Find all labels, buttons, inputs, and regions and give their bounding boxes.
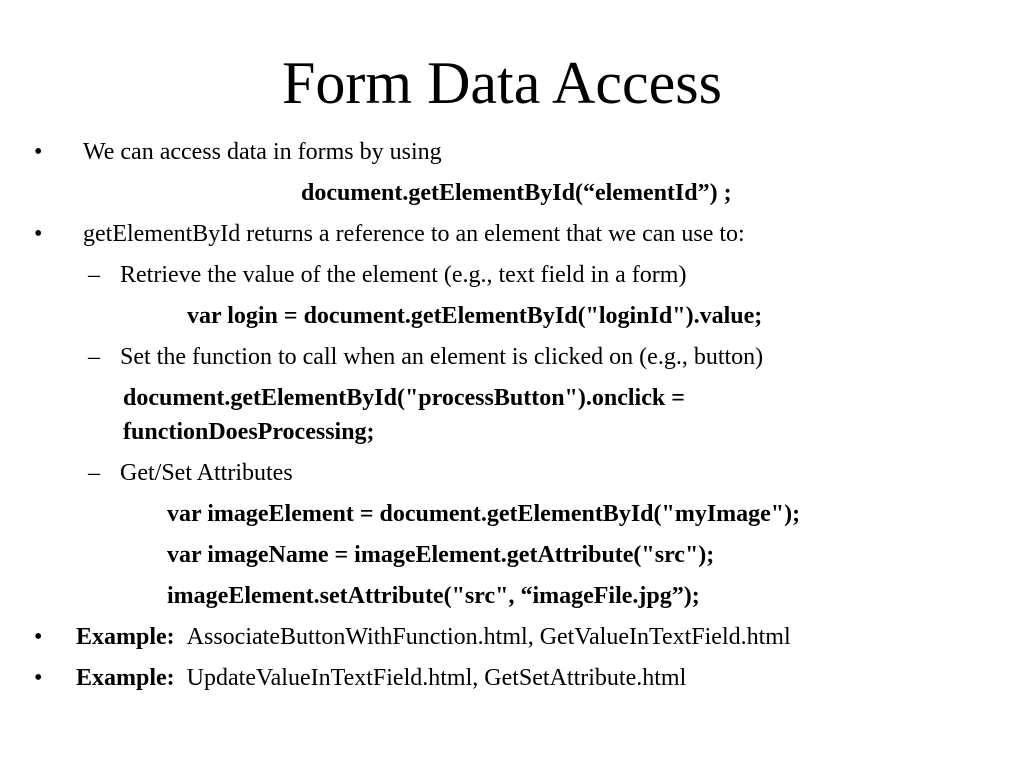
example-label: Example: (76, 665, 175, 691)
bullet-mark: • (34, 665, 43, 691)
bullet-2-text: getElementById returns a reference to an element that we can use to: (83, 221, 745, 247)
dash-mark: – (88, 344, 100, 370)
sub-item-3-code-1: var imageElement = document.getElementById("myImage"); (167, 501, 801, 527)
sub-item-2-code-line-1: document.getElementById("processButton").onclick = (123, 385, 685, 411)
bullet-mark: • (34, 221, 43, 247)
sub-item-3-code-2: var imageName = imageElement.getAttribute("src"); (167, 542, 715, 568)
bullet-1-code: document.getElementById(“elementId”) ; (301, 180, 732, 206)
bullet-3 (76, 620, 791, 654)
slide-title: Form Data Access (282, 50, 722, 116)
example-files: UpdateValueInTextField.html, GetSetAttribute.html (186, 665, 687, 691)
sub-item-1-text: Retrieve the value of the element (e.g., text field in a form) (120, 262, 687, 288)
sub-item-2-text: Set the function to call when an element is clicked on (e.g., button) (120, 344, 764, 370)
dash-mark: – (88, 460, 100, 486)
example-label: Example: (76, 624, 175, 650)
sub-item-3-code-3: imageElement.setAttribute("src", “imageFile.jpg”); (167, 583, 700, 609)
bullet-mark: • (34, 139, 43, 165)
sub-item-2-code-line-2: functionDoesProcessing; (123, 419, 375, 445)
bullet-mark: • (34, 624, 43, 650)
bullet-4 (76, 661, 686, 695)
dash-mark: – (88, 262, 100, 288)
bullet-1-text: We can access data in forms by using (83, 139, 442, 165)
sub-item-1-code: var login = document.getElementById("loginId").value; (187, 303, 763, 329)
example-files: AssociateButtonWithFunction.html, GetValueInTextField.html (186, 624, 791, 650)
sub-item-3-text: Get/Set Attributes (120, 460, 293, 486)
